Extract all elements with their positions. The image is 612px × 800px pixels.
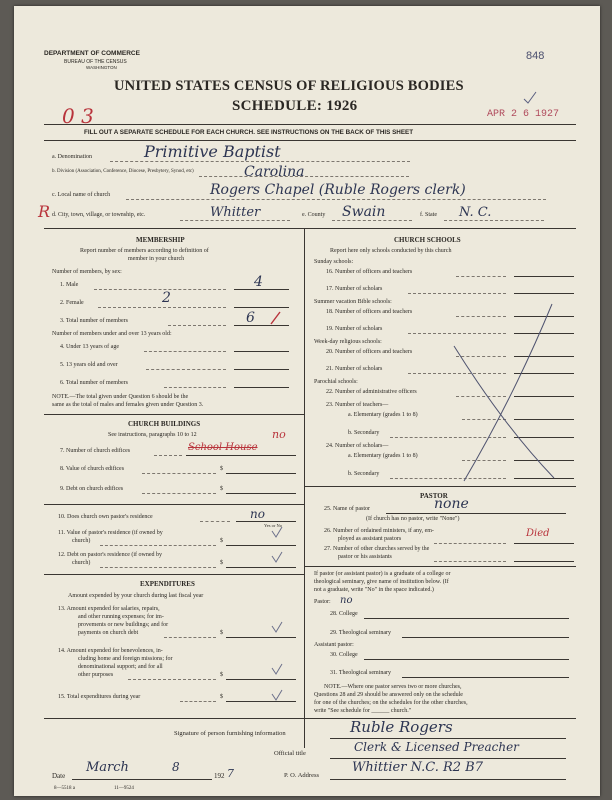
county-line <box>332 220 412 221</box>
q17-label: 17. Number of scholars <box>326 286 383 292</box>
q24-label: 24. Number of scholars— <box>326 443 389 449</box>
parochial-schools-label: Parochial schools: <box>314 379 358 385</box>
q25-hint: (If church has no pastor, write "None") <box>366 516 460 522</box>
denomination-value: Primitive Baptist <box>144 142 281 161</box>
pastor-note-3: for one of the churches; on the schedules for the other churches, <box>314 700 468 706</box>
graduate-top-rule <box>304 566 576 567</box>
division-label: b. Division (Association, Conference, Diocese, Presbytery, Synod, etc) <box>52 169 194 174</box>
q15-dollar-sign: $ <box>220 694 223 700</box>
header-bottom-rule <box>44 140 576 141</box>
q14-line-1: 14. Amount expended for benevolences, in- <box>58 648 163 654</box>
q5-answer-line <box>234 369 289 370</box>
q30-answer-line <box>364 659 569 660</box>
state-label: f. State <box>420 212 437 218</box>
q27-dots <box>434 561 506 562</box>
q1-male-value: 4 <box>254 274 263 290</box>
signature-value: Ruble Rogers <box>350 718 453 736</box>
denomination-label: a. Denomination <box>52 154 92 160</box>
graduate-intro-3: not a graduate, write "No" in the space indicated.) <box>314 587 434 593</box>
pastor-graduate-value: no <box>340 595 353 606</box>
q6-dots <box>164 387 226 388</box>
check-mark-icon <box>522 90 538 106</box>
buildings-heading: CHURCH BUILDINGS <box>128 420 201 428</box>
q31-seminary-label: 31. Theological seminary <box>330 670 392 676</box>
schedule-title: SCHEDULE: 1926 <box>232 98 358 114</box>
q12-debt-label-2: church) <box>72 560 91 566</box>
q5-over-13-label: 5. 13 years old and over <box>60 362 118 368</box>
column-divider <box>304 228 305 748</box>
q14-line-3: denominational support; and for all <box>78 664 163 670</box>
q23-label: 23. Number of teachers— <box>326 402 389 408</box>
q18-label: 18. Number of officers and teachers <box>326 309 413 315</box>
q11-dollar-sign: $ <box>220 538 223 544</box>
q6-answer-line <box>234 387 289 388</box>
members-by-sex-label: Number of members, by sex: <box>52 269 122 275</box>
q21-label: 21. Number of scholars <box>326 366 383 372</box>
q28-answer-line <box>364 618 569 619</box>
q3-dots <box>168 325 226 326</box>
q10-yes-no-hint: Yes or No <box>264 523 283 528</box>
pastor-top-rule <box>304 486 576 487</box>
city-town-line <box>180 220 290 221</box>
q29-seminary-label: 29. Theological seminary <box>330 630 392 636</box>
grid-bottom-rule <box>44 718 576 719</box>
q25-pastor-value: none <box>434 496 469 512</box>
local-name-label: c. Local name of church <box>52 192 111 198</box>
q12-dollar-sign: $ <box>220 560 223 566</box>
membership-intro-2: member in your church <box>128 256 185 262</box>
q11-dots <box>100 545 216 546</box>
division-value: Carolina <box>244 164 305 180</box>
q27-line-1: 27. Number of other churches served by the <box>324 546 430 552</box>
buildings-top-rule <box>44 414 304 415</box>
q24a-label: a. Elementary (grades 1 to 8) <box>348 453 418 459</box>
date-day-value: 8 <box>172 760 180 774</box>
q16-answer-line <box>514 276 574 277</box>
q14-dollar-sign: $ <box>220 672 223 678</box>
q28-college-label: 28. College <box>330 611 358 617</box>
q14-line-4: other purposes <box>78 672 114 678</box>
date-label: Date <box>52 772 66 780</box>
q8-dots <box>142 473 216 474</box>
q13-line-4: payments on church debt <box>78 630 139 636</box>
sunday-schools-label: Sunday schools: <box>314 259 354 265</box>
date-year-prefix: 192 <box>214 772 225 780</box>
q24b-label: b. Secondary <box>348 471 380 477</box>
red-check-icon <box>268 310 284 326</box>
department-label: DEPARTMENT OF COMMERCE <box>44 50 140 57</box>
date-year-suffix: 7 <box>227 767 234 780</box>
pastor-note-1: NOTE.—Where one pastor serves two or more churches, <box>324 684 462 690</box>
schedule-number: 848 <box>526 50 545 62</box>
q26-dots <box>434 543 506 544</box>
q15-dots <box>180 701 216 702</box>
census-schedule-sheet <box>14 6 600 796</box>
q4-answer-line <box>234 351 289 352</box>
po-address-label: P. O. Address <box>284 772 320 779</box>
q3-total-label: 3. Total number of members <box>60 318 128 324</box>
q13-dollar-sign: $ <box>220 630 223 636</box>
red-handwritten-mark: 0 3 <box>62 104 94 128</box>
q12-dots <box>100 567 216 568</box>
cross-out-mark-icon <box>434 286 574 486</box>
buildings-intro: See instructions, paragraphs 10 to 12 <box>108 432 197 438</box>
schools-heading: CHURCH SCHOOLS <box>394 236 461 244</box>
q2-female-label: 2. Female <box>60 300 84 306</box>
city-label: WASHINGTON <box>86 65 117 70</box>
official-title-line <box>330 758 566 759</box>
q26-note-value: Died <box>526 528 550 539</box>
q26-answer-line <box>514 543 574 544</box>
q1-male-label: 1. Male <box>60 282 79 288</box>
q10-dots <box>200 521 230 522</box>
q27-answer-line <box>514 561 574 562</box>
denomination-line <box>110 161 410 162</box>
q7-dots <box>154 455 182 456</box>
q13-dots <box>164 637 216 638</box>
q7-edifices-note: no <box>272 428 286 441</box>
q8-value-label: 8. Value of church edifices <box>60 466 125 472</box>
q26-line-2: ployed as assistant pastors <box>338 536 402 542</box>
membership-heading: MEMBERSHIP <box>136 236 185 244</box>
q20-label: 20. Number of officers and teachers <box>326 349 413 355</box>
header-top-rule <box>44 124 576 125</box>
q12-debt-label-1: 12. Debt on pastor's residence (if owned by <box>58 552 163 558</box>
q30-college-label: 30. College <box>330 652 358 658</box>
q23b-label: b. Secondary <box>348 430 380 436</box>
membership-note-1: NOTE.—The total given under Question 6 should be the <box>52 394 189 400</box>
schools-intro: Report here only schools conducted by this church <box>330 248 452 254</box>
state-line <box>444 220 544 221</box>
q16-dots <box>456 276 506 277</box>
q13-line-3: provements or new buildings; and for <box>78 622 169 628</box>
local-name-line <box>126 199 546 200</box>
county-value: Swain <box>342 204 386 220</box>
graduate-intro-1: If pastor (or assistant pastor) is a graduate of a college or <box>314 571 451 577</box>
q22-label: 22. Number of administrative officers <box>326 389 417 395</box>
instruction-line: FILL OUT A SEPARATE SCHEDULE FOR EACH CHURCH. SEE INSTRUCTIONS ON THE BACK OF THIS SHEET <box>84 129 414 136</box>
q3-total-value: 6 <box>246 310 255 326</box>
assistant-pastor-subheading: Assistant pastor: <box>314 642 354 648</box>
q25-label: 25. Name of pastor <box>324 506 370 512</box>
membership-note-2: same as the total of males and females given under Question 3. <box>52 402 204 408</box>
q31-answer-line <box>402 677 569 678</box>
pastor-heading: PASTOR <box>420 492 448 500</box>
q29-answer-line <box>402 637 569 638</box>
q19-label: 19. Number of scholars <box>326 326 383 332</box>
membership-intro-1: Report number of members according to definition of <box>80 248 209 254</box>
expenditures-heading: EXPENDITURES <box>140 580 195 588</box>
expenditures-intro: Amount expended by your church during last fiscal year <box>68 593 204 599</box>
signature-line <box>330 738 566 739</box>
q10-residence-value: no <box>250 507 265 521</box>
q14-dots <box>128 679 216 680</box>
q16-label: 16. Number of officers and teachers <box>326 269 413 275</box>
q4-dots <box>144 351 226 352</box>
print-number: 11—9524 <box>114 786 134 791</box>
q15-total-label: 15. Total expenditures during year <box>58 694 141 700</box>
state-value: N. C. <box>459 205 492 220</box>
age-group-label: Number of members under and over 13 years old: <box>52 331 172 337</box>
local-name-value: Rogers Chapel (Ruble Rogers clerk) <box>210 182 466 198</box>
q11-value-label-2: church) <box>72 538 91 544</box>
form-number: 8—5518 a <box>54 786 75 791</box>
pastor-subheading: Pastor: <box>314 599 331 605</box>
date-line <box>72 779 212 780</box>
summer-schools-label: Summer vacation Bible schools: <box>314 299 392 305</box>
weekday-schools-label: Week-day religious schools: <box>314 339 382 345</box>
q13-line-2: and other running expenses; for im- <box>78 614 164 620</box>
po-address-line <box>330 779 566 780</box>
q13-line-1: 13. Amount expended for salaries, repairs, <box>58 606 160 612</box>
signature-label: Signature of person furnishing information <box>174 730 286 737</box>
q2-female-value: 2 <box>162 290 171 306</box>
margin-red-mark: R <box>38 202 51 221</box>
q23a-label: a. Elementary (grades 1 to 8) <box>348 412 418 418</box>
q11-value-label-1: 11. Value of pastor's residence (if owned by <box>58 530 163 536</box>
bureau-label: BUREAU OF THE CENSUS <box>64 59 127 65</box>
grid-top-rule <box>44 228 576 229</box>
city-town-value: Whitter <box>210 205 261 220</box>
q4-under-13-label: 4. Under 13 years of age <box>60 344 119 350</box>
official-title-label: Official title <box>274 750 306 757</box>
q14-line-2: cluding home and foreign missions; for <box>78 656 173 662</box>
q25-answer-line <box>386 513 566 514</box>
q9-dollar-sign: $ <box>220 486 223 492</box>
document-title: UNITED STATES CENSUS OF RELIGIOUS BODIES <box>114 78 464 94</box>
q8-dollar-sign: $ <box>220 466 223 472</box>
date-month-value: March <box>86 760 129 775</box>
official-title-value: Clerk & Licensed Preacher <box>354 740 519 754</box>
county-label: e. County <box>302 212 326 218</box>
received-date-stamp: APR 2 6 1927 <box>487 109 560 120</box>
q1-dots <box>94 289 226 290</box>
q2-answer-line <box>234 307 289 308</box>
graduate-intro-2: theological seminary, give name of institution below. (If <box>314 579 449 585</box>
q2-dots <box>98 307 226 308</box>
q6-total-label: 6. Total number of members <box>60 380 128 386</box>
q9-debt-label: 9. Debt on church edifices <box>60 486 124 492</box>
po-address-value: Whittier N.C. R2 B7 <box>352 760 483 775</box>
q5-dots <box>146 369 226 370</box>
city-town-label: d. City, town, village, or township, etc. <box>52 212 146 218</box>
cancel-ticks-icon <box>254 456 294 706</box>
q10-residence-label: 10. Does church own pastor's residence <box>58 514 153 520</box>
pastor-note-2: Questions 28 and 29 should be answered only on the schedule <box>314 692 463 698</box>
q27-line-2: pastor or his assistants <box>338 554 392 560</box>
q7-edifices-value: School House <box>188 442 258 453</box>
q9-dots <box>142 493 216 494</box>
q7-edifices-label: 7. Number of church edifices <box>60 448 131 454</box>
pastor-note-4: write "See schedule for ______ church." <box>314 708 412 714</box>
q26-line-1: 26. Number of ordained ministers, if any, em- <box>324 528 434 534</box>
